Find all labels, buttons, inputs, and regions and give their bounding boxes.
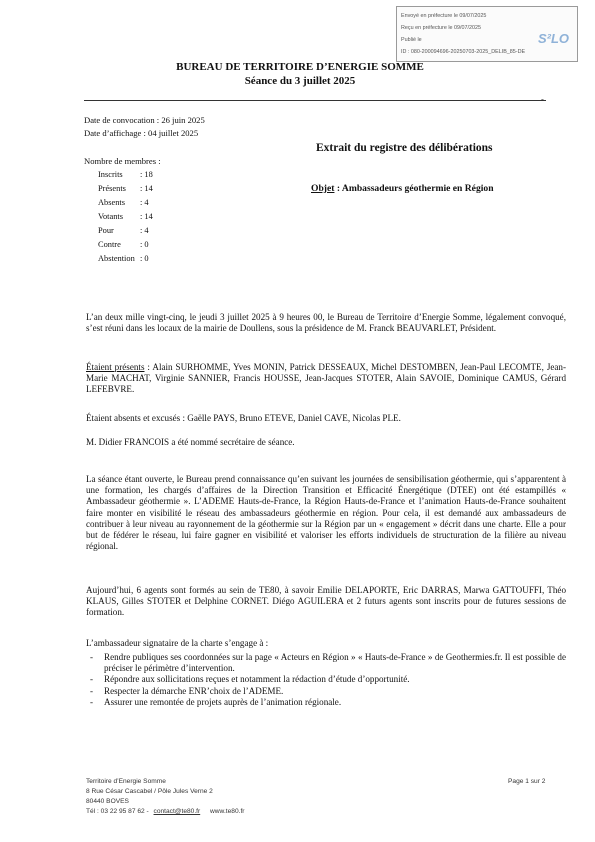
member-row: Contre : 0 [98,240,149,249]
s2lo-logo: S²LO [537,31,569,46]
footer-website-link[interactable]: www.te80.fr [210,808,245,815]
member-row: Absents : 4 [98,198,149,207]
objet-line [311,183,494,194]
list-item: - Assurer une remontée de projets auprès de l’animation régionale. [104,697,566,708]
present-label: Étaient présents [86,362,145,372]
header-rule [84,100,546,101]
prefecture-stamp [396,6,578,62]
secretary-paragraph: M. Didier FRANCOIS a été nommé secrétaire de séance. [86,437,295,447]
extract-title: Extrait du registre des délibérations [316,142,493,154]
seance-date: Séance du 3 juillet 2025 [244,75,356,87]
commitments-list [86,652,566,708]
present-names: : Alain SURHOMME, Yves MONIN, Patrick DESSEAUX, Michel DESTOMBEN, Jean-Paul LECOMTE, Jean-Marie MACHAT, Virginie SANNIER, Francis HOUSSE, Jean-Jacques STOTER, Alain SAVOIE, Dominique CAMUS, Gérard LEFEBVRE. [86,362,567,395]
members-list [98,170,153,268]
member-row: Votants : 14 [98,212,153,221]
footer-phone: Tél : 03 22 95 87 62 - [86,808,149,815]
stamp-published: Publié le [401,37,422,43]
footer-contact [86,808,244,815]
list-item: - Rendre publiques ses coordonnées sur la page « Acteurs en Région » « Hauts-de-France » de Geothermies.fr. Il est possible de préciser le périmètre d’intervention. [104,652,566,674]
present-paragraph [86,362,566,396]
list-item: - Respecter la démarche ENR’choix de l’ADEME. [104,686,566,697]
stamp-sent: Envoyé en préfecture le 09/07/2025 [401,13,487,19]
rule-end-dash: - [541,94,544,104]
member-row: Pour : 4 [98,226,149,235]
agents-paragraph: Aujourd’hui, 6 agents sont formés au sein de TE80, à savoir Emilie DELAPORTE, Eric DARRAS, Marwa GATTOUFFI, Théo KLAUS, Gilles STOTER et Delphine CORNET. Diégo AGUILERA et 2 futurs agents sont inscrits pour de futures sessions de formation. [86,585,566,618]
stamp-received: Reçu en préfecture le 09/07/2025 [401,25,482,31]
convocation-date: Date de convocation : 26 juin 2025 [84,115,205,125]
member-row: Inscrits : 18 [98,170,153,179]
member-row: Abstention : 0 [98,254,149,263]
footer-email-link[interactable]: contact@te80.fr [153,808,201,815]
objet-text: : Ambassadeurs géothermie en Région [334,183,494,194]
absent-paragraph: Étaient absents et excusés : Gaëlle PAYS, Bruno ETEVE, Daniel CAVE, Nicolas PLE. [86,413,401,423]
page-number: Page 1 sur 2 [508,778,546,785]
member-row: Présents : 14 [98,184,153,193]
list-item: - Répondre aux sollicitations reçues et notamment la rédaction d’étude d’opportunité. [104,674,566,685]
opening-paragraph: L’an deux mille vingt-cinq, le jeudi 3 juillet 2025 à 9 heures 00, le Bureau de Territoire d’Energie Somme, légalement convoqué, s’est réuni dans les locaux de la mairie de Doullens, sous la présidence de M. Franck BEAUVARLET, Président. [86,312,566,334]
affichage-date: Date d’affichage : 04 juillet 2025 [84,128,199,138]
members-label: Nombre de membres : [84,156,161,166]
deliberation-paragraph: La séance étant ouverte, le Bureau prend connaissance qu’en suivant les journées de sensibilisation géothermie, qui s’apparentent à une formation, les chargés d’affaires de la Direction Transition et Efficacité Énergétique (DTEE) ont été estampillés « Ambassadeur géothermie ». L’ADEME Hauts-de-France, la Région Hauts-de-France et l’animation Hauts-de-France souhaitent faire monter en visibilité le réseau des ambassadeurs géothermie en région. Pour cela, il est demandé aux ambassadeurs de contribuer à leur niveau au rayonnement de la géothermie sur la Région par un « engagement » décrit dans une charte. Elle a pour but de fédérer le réseau, lui faire gagner en visibilité et valoriser les efforts individuels de structuration de la filière au niveau régional. [86,474,566,552]
footer-org: Territoire d’Energie Somme [86,778,166,785]
objet-label: Objet [311,183,335,194]
footer-address: 8 Rue César Cascabel / Pôle Jules Verne 2 [86,788,213,795]
stamp-id: ID : 080-200094696-20250703-2025_DELIB_85-DE [401,49,526,55]
footer-city: 80440 BOVES [86,798,129,805]
document-title: BUREAU DE TERRITOIRE D’ENERGIE SOMME [176,61,424,73]
charter-intro: L’ambassadeur signataire de la charte s’engage à : [86,638,269,648]
